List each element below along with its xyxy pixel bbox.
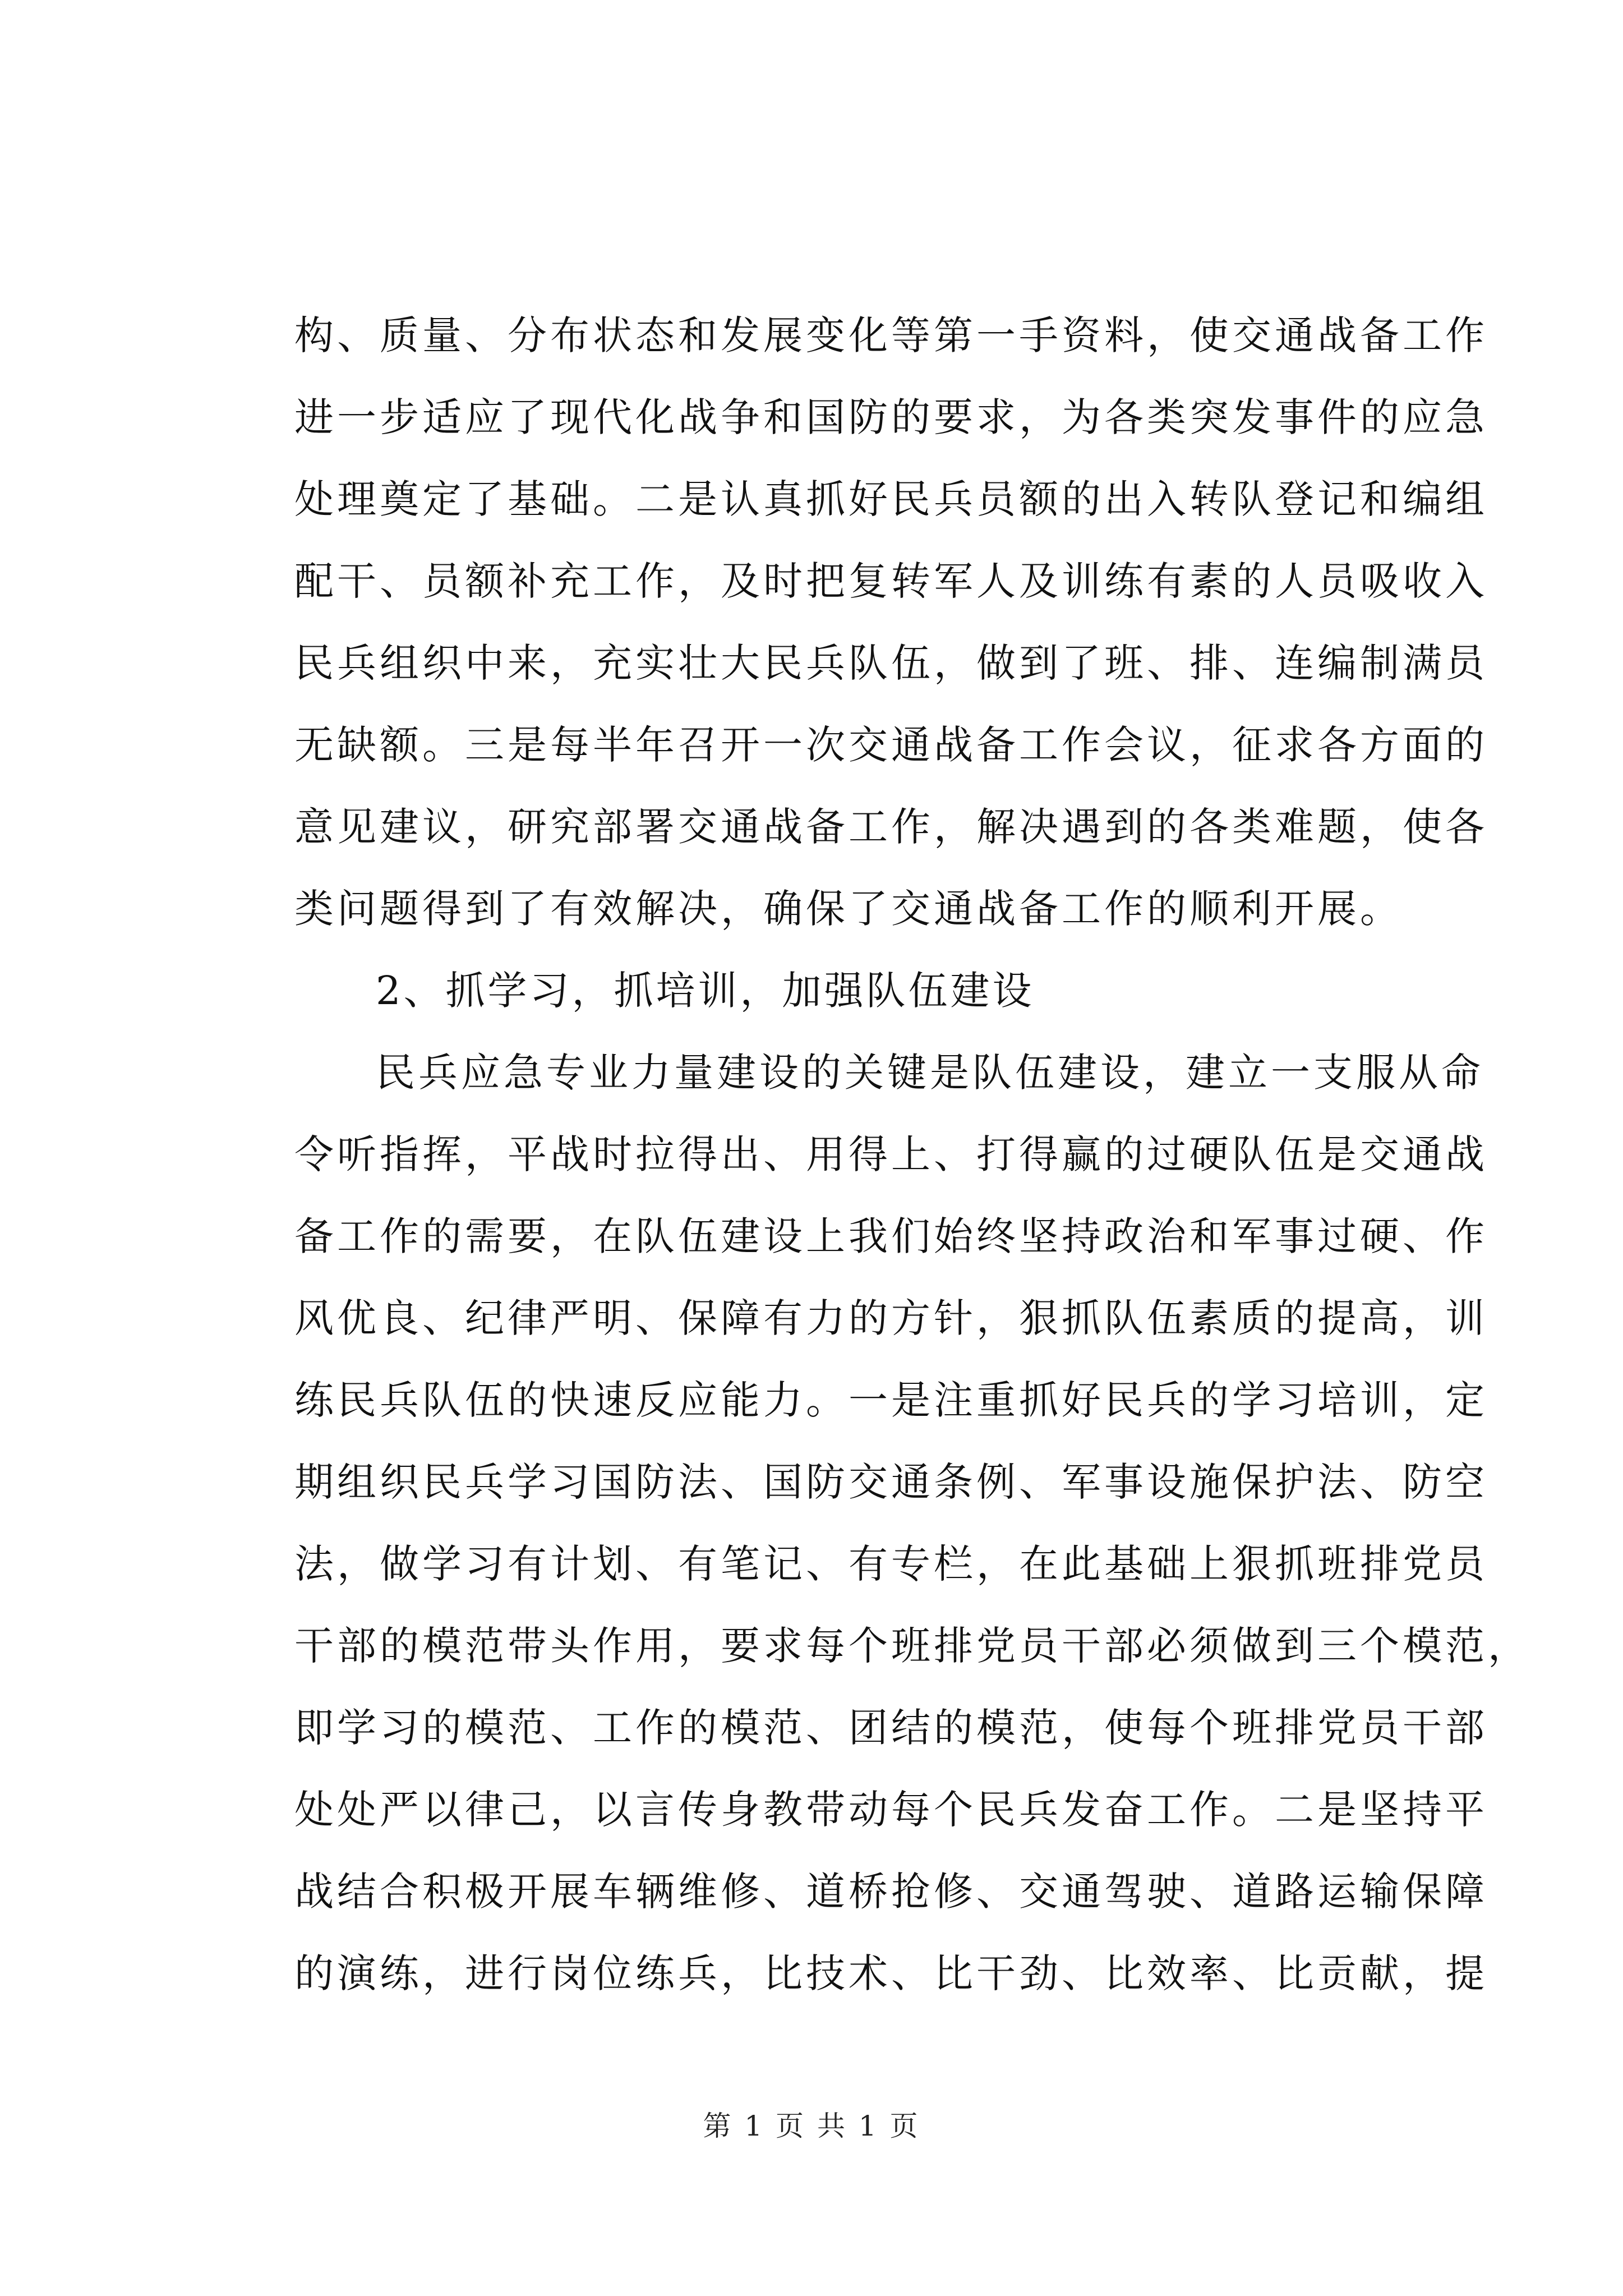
text-line-8: 类问题得到了有效解决，确保了交通战备工作的顺利开展。	[294, 886, 1403, 932]
text-line-16: 法，做学习有计划、有笔记、有专栏，在此基础上狠抓班排党员	[294, 1541, 1488, 1587]
text-line-20: 战结合积极开展车辆维修、道桥抢修、交通驾驶、道路运输保障	[294, 1869, 1488, 1915]
text-line-3: 处理奠定了基础。二是认真抓好民兵员额的出入转队登记和编组	[294, 476, 1488, 522]
text-line-7: 意见建议，研究部署交通战备工作，解决遇到的各类难题，使各	[294, 804, 1488, 850]
text-line-1: 构、质量、分布状态和发展变化等第一手资料，使交通战备工作	[294, 312, 1488, 358]
text-line-2: 进一步适应了现代化战争和国防的要求，为各类突发事件的应急	[294, 394, 1488, 440]
body-text	[294, 295, 1530, 2014]
text-line-6: 无缺额。三是每半年召开一次交通战备工作会议，征求各方面的	[294, 722, 1488, 768]
page-footer: 第 1 页 共 1 页	[703, 2110, 920, 2142]
text-line-10: 民兵应急专业力量建设的关键是队伍建设，建立一支服从命	[376, 1050, 1484, 1096]
text-line-15: 期组织民兵学习国防法、国防交通条例、军事设施保护法、防空	[294, 1459, 1488, 1505]
text-line-13: 风优良、纪律严明、保障有力的方针，狠抓队伍素质的提高，训	[294, 1295, 1488, 1341]
text-line-17: 干部的模范带头作用，要求每个班排党员干部必须做到三个模范，	[294, 1623, 1530, 1669]
text-line-21: 的演练，进行岗位练兵，比技术、比干劲、比效率、比贡献，提	[294, 1950, 1488, 1996]
text-line-18: 即学习的模范、工作的模范、团结的模范，使每个班排党员干部	[294, 1705, 1488, 1751]
text-line-11: 令听指挥，平战时拉得出、用得上、打得赢的过硬队伍是交通战	[294, 1131, 1488, 1177]
text-line-5: 民兵组织中来，充实壮大民兵队伍，做到了班、排、连编制满员	[294, 640, 1488, 686]
text-line-14: 练民兵队伍的快速反应能力。一是注重抓好民兵的学习培训，定	[294, 1377, 1488, 1423]
text-line-19: 处处严以律己，以言传身教带动每个民兵发奋工作。二是坚持平	[294, 1787, 1488, 1833]
text-line-12: 备工作的需要，在队伍建设上我们始终坚持政治和军事过硬、作	[294, 1213, 1488, 1259]
text-line-4: 配干、员额补充工作，及时把复转军人及训练有素的人员吸收入	[294, 558, 1488, 604]
section-heading: 2、抓学习，抓培训，加强队伍建设	[376, 968, 1035, 1014]
